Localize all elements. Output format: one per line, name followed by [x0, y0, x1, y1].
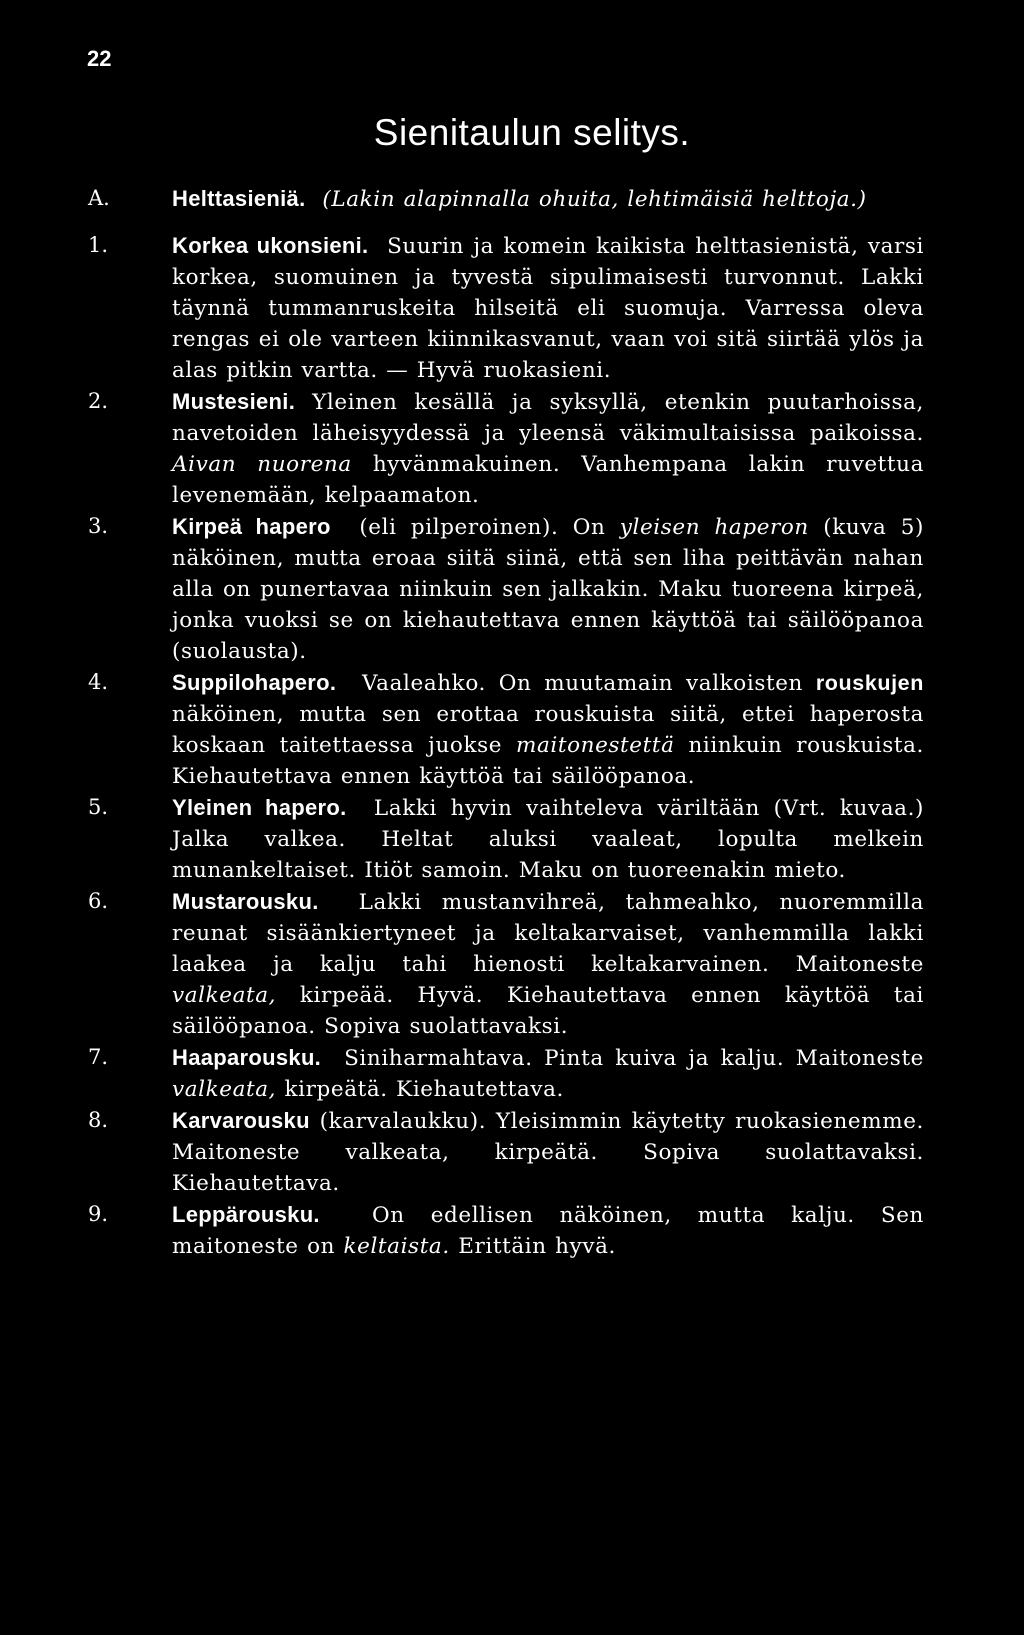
item-name: Suppilohapero.: [172, 670, 337, 695]
list-item: [0, 1105, 1024, 1199]
item-body: [172, 792, 924, 886]
page-title: Sienitaulun selitys.: [373, 112, 691, 153]
item-text: Vaaleahko. On muutamain valkoisten: [362, 671, 803, 696]
item-name: Leppärousku.: [172, 1202, 320, 1227]
section-marker: A.: [88, 186, 110, 210]
list-item: [0, 1199, 1024, 1262]
item-name: Yleinen hapero.: [172, 795, 347, 820]
item-italic: valkeata,: [172, 1077, 277, 1102]
item-text-after: kirpeää. Hyvä. Kiehautettava ennen käyttöä tai säilööpanoa. Sopiva suolattavaksi.: [172, 983, 924, 1039]
item-number: 8.: [88, 1108, 109, 1132]
item-text-after: hyvänmakuinen. Vanhempana lakin ruvettua levenemään, kelpaamaton.: [172, 452, 925, 508]
item-name: Kirpeä hapero: [172, 514, 331, 539]
list-item: [0, 230, 1024, 386]
item-body: [172, 667, 924, 792]
item-text: Yleinen kesällä ja syksyllä, etenkin puutarhoissa, navetoiden läheisyydessä ja yleensä väkimultaisissa paikoissa.: [172, 390, 924, 446]
item-number: 5.: [88, 795, 109, 819]
section-a: [0, 183, 1024, 215]
item-name: Haaparousku.: [172, 1045, 322, 1070]
item-number: 4.: [88, 670, 109, 694]
item-text: Suurin ja komein kaikista helttasienistä, varsi korkea, suomuinen ja tyvestä sipulimaisesti turvonnut. Lakki täynnä tummanruskeita hilseitä eli suomuja. Varressa oleva rengas ei ole varteen kiinnikasvanut, vaan voi sitä siirtää ylös ja alas pitkin vartta. — Hyvä ruokasieni.: [172, 234, 924, 383]
item-italic: maitonestettä: [515, 733, 675, 758]
list-item: [0, 667, 1024, 792]
section-heading: Helttasieniä.: [172, 186, 306, 211]
item-text-after: kirpeätä. Kiehautettava.: [284, 1077, 564, 1102]
item-name: Mustesieni.: [172, 389, 296, 414]
list-item: [0, 792, 1024, 886]
item-number: 2.: [88, 389, 109, 413]
list-item: [0, 386, 1024, 511]
item-italic: keltaista.: [343, 1234, 450, 1259]
item-body: [172, 1199, 924, 1262]
item-italic: yleisen haperon: [619, 515, 809, 540]
item-text-after: niinkuin rouskuista. Kiehautettava ennen käyttöä tai säilööpanoa.: [172, 733, 924, 789]
item-number: 7.: [88, 1045, 109, 1069]
item-number: 9.: [88, 1202, 109, 1226]
item-text-after: Erittäin hyvä.: [458, 1234, 616, 1259]
item-name: Mustarousku.: [172, 889, 319, 914]
item-name-suffix: (eli pilperoinen).: [359, 515, 559, 540]
item-text: On edellisen näköinen, mutta kalju. Sen maitoneste on: [172, 1203, 925, 1259]
item-body: [172, 386, 924, 511]
item-number: 3.: [88, 514, 109, 538]
list-item: [0, 511, 1024, 667]
item-body: [172, 886, 924, 1042]
item-text-middle: näköinen, mutta sen erottaa rouskuista siitä, ettei haperosta koskaan taitettaessa juokse: [172, 702, 924, 758]
item-text-after: (kuva 5) näköinen, mutta eroaa siitä siinä, että sen liha peittävän nahan alla on punertavaa niinkuin sen jalkakin. Maku tuoreena kirpeä, jonka vuoksi se on kiehautettava ennen käyttöä tai säilööpanoa (suolausta).: [172, 515, 924, 664]
item-text: Yleisimmin käytetty ruokasienemme. Maitoneste valkeata, kirpeätä. Sopiva suolattavaksi. Kiehautettava.: [172, 1109, 924, 1196]
item-italic: valkeata,: [172, 983, 277, 1008]
item-number: 6.: [88, 889, 109, 913]
section-note: (Lakin alapinnalla ohuita, lehtimäisiä helttoja.): [322, 187, 867, 212]
list-item: [0, 886, 1024, 1042]
item-text: Lakki hyvin vaihteleva väriltään (Vrt. kuvaa.) Jalka valkea. Heltat aluksi vaaleat, lopulta melkein munankeltaiset. Itiöt samoin. Maku on tuoreenakin mieto.: [172, 796, 924, 883]
section-body: [172, 183, 924, 215]
item-body: [172, 1105, 924, 1199]
item-name-suffix: (karvalaukku).: [319, 1109, 487, 1134]
list-item: [0, 1042, 1024, 1105]
item-number: 1.: [88, 233, 109, 257]
entries-list: [0, 183, 1024, 1262]
item-text: Lakki mustanvihreä, tahmeahko, nuoremmilla reunat sisäänkiertyneet ja keltakarvaiset, vanhemmilla lakki laakea ja kalju tahi hienosti keltakarvainen. Maitoneste: [172, 890, 924, 977]
item-text: Siniharmahtava. Pinta kuiva ja kalju. Maitoneste: [344, 1046, 925, 1071]
item-name: Karvarousku: [172, 1108, 310, 1133]
item-italic: Aivan nuorena: [172, 452, 352, 477]
item-text: On: [572, 515, 606, 540]
item-body: [172, 1042, 924, 1105]
page-number: 22: [87, 46, 112, 71]
item-body: [172, 511, 924, 667]
item-bold-inline: rouskujen: [815, 671, 924, 695]
item-body: [172, 230, 924, 386]
item-name: Korkea ukonsieni.: [172, 233, 369, 258]
